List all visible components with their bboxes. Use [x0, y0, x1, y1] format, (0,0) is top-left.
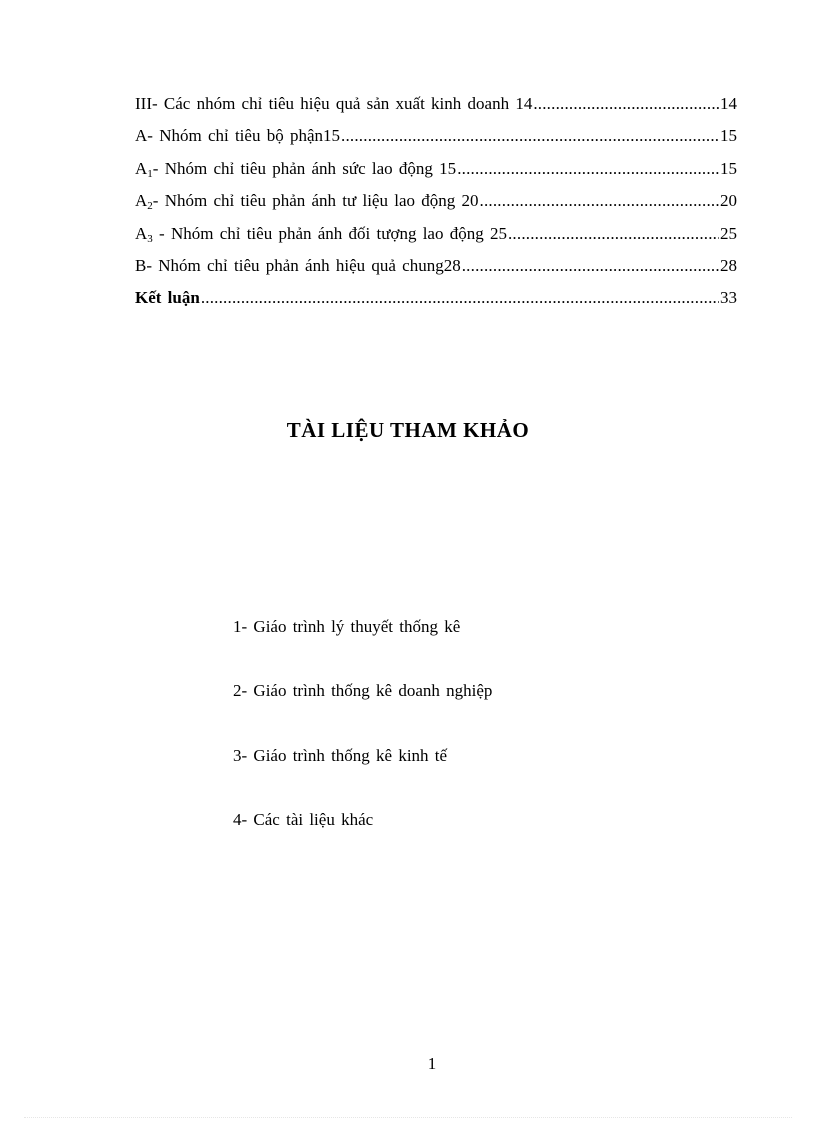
toc-entry-prefix: A: [135, 158, 148, 178]
toc-leader-dots: [508, 224, 719, 244]
page-edge-divider: [24, 1117, 792, 1118]
toc-entry-page: 20: [720, 191, 737, 211]
toc-entry-prefix: A: [135, 191, 148, 211]
toc-entry-page: 15: [720, 158, 737, 178]
reference-item: 4- Các tài liệu khác: [233, 809, 374, 829]
toc-entry-label: III- Các nhóm chỉ tiêu hiệu quả sản xuất kinh doanh 14: [135, 94, 533, 113]
toc-leader-dots: [457, 159, 719, 179]
reference-item: 3- Giáo trình thống kê kinh tế: [233, 745, 448, 765]
toc-entry-label: [135, 159, 456, 179]
toc-entry-subscript: 2: [147, 200, 153, 213]
toc-entry: [135, 256, 737, 288]
toc-entry: [135, 288, 737, 320]
toc-entry-page: 33: [720, 288, 737, 308]
toc-entry-label: B- Nhóm chỉ tiêu phản ánh hiệu quả chung28: [135, 255, 461, 275]
toc-entry-page: 14: [720, 94, 737, 113]
reference-item: 2- Giáo trình thống kê doanh nghiệp: [233, 681, 493, 701]
toc-entry-prefix: A: [135, 223, 148, 243]
toc-entry-title: - Nhóm chỉ tiêu phản ánh đối tượng lao động 25: [152, 223, 507, 243]
toc-entry-title: - Nhóm chỉ tiêu phản ánh tư liệu lao động 20: [152, 191, 479, 211]
toc-entry: [135, 224, 737, 256]
page-number: 1: [427, 1054, 437, 1073]
references-heading: TÀI LIỆU THAM KHẢO: [286, 418, 530, 442]
toc-entry-label: Kết luận: [135, 288, 200, 308]
toc-entry-label: [135, 191, 479, 211]
toc-leader-dots: [462, 256, 719, 276]
toc-leader-dots: [480, 191, 720, 211]
references-list: [233, 617, 492, 874]
toc-entry: [135, 94, 737, 126]
table-of-contents: [135, 94, 737, 321]
toc-entry: [135, 126, 737, 158]
toc-entry-page: 25: [720, 223, 737, 243]
toc-entry: [135, 191, 737, 223]
reference-item: 1- Giáo trình lý thuyết thống kê: [233, 617, 461, 636]
toc-entry-page: 15: [720, 126, 737, 146]
toc-leader-dots: [533, 94, 719, 114]
toc-entry-page: 28: [720, 255, 737, 275]
toc-leader-dots: [341, 126, 719, 146]
toc-entry-subscript: 3: [147, 232, 153, 245]
toc-leader-dots: [201, 288, 719, 308]
toc-entry-label: A- Nhóm chỉ tiêu bộ phận15: [135, 126, 340, 146]
toc-entry: [135, 159, 737, 191]
toc-entry-title: - Nhóm chỉ tiêu phản ánh sức lao động 15: [152, 158, 457, 178]
toc-entry-subscript: 1: [147, 167, 153, 180]
toc-entry-label: [135, 224, 507, 244]
